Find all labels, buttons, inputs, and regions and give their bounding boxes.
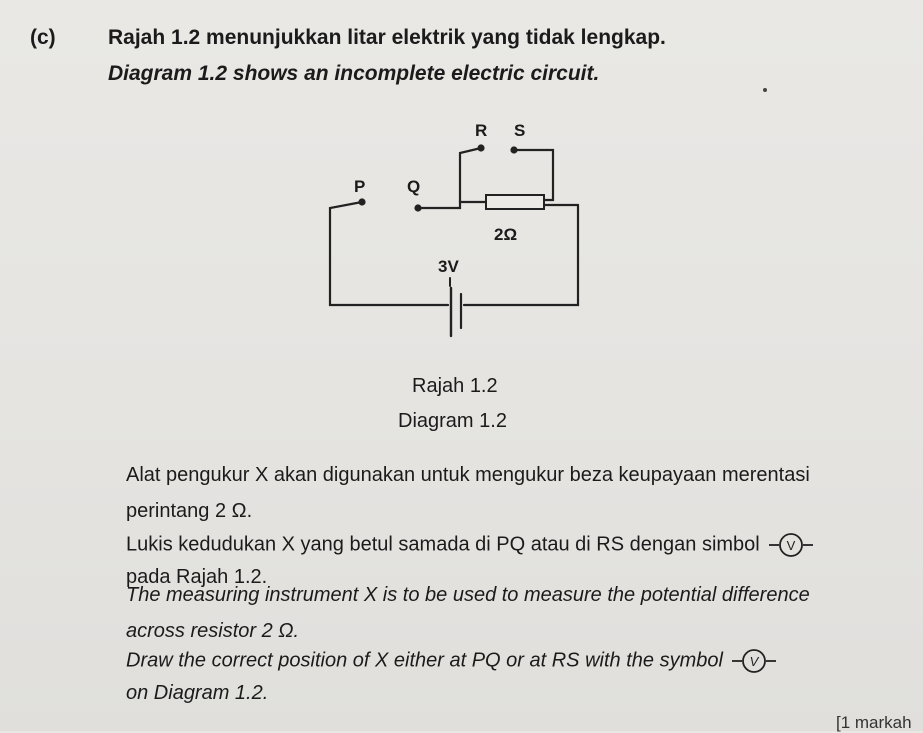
- terminal-r-dot: [477, 144, 484, 151]
- instruction-en-line-4: on Diagram 1.2.: [126, 682, 269, 704]
- label-resistance: 2Ω: [494, 225, 518, 244]
- question-label: (c): [30, 26, 56, 49]
- terminal-s-dot: [510, 146, 517, 153]
- wire-s-branch: [514, 150, 553, 200]
- terminal-p-dot: [358, 198, 365, 205]
- label-s: S: [514, 121, 526, 140]
- title-malay: Rajah 1.2 menunjukkan litar elektrik yang tidak lengkap.: [108, 26, 666, 49]
- instruction-en-line-3: [126, 648, 776, 674]
- terminal-q-dot: [414, 204, 421, 211]
- instruction-ms-line-3: [126, 532, 813, 558]
- voltmeter-symbol-icon: [732, 648, 776, 674]
- resistor-2-ohm: [486, 195, 544, 209]
- label-p: P: [354, 177, 366, 196]
- voltmeter-symbol-letter: V: [786, 538, 796, 553]
- wire-left: [330, 202, 448, 305]
- voltmeter-symbol-letter: V: [750, 654, 759, 669]
- battery-cell: [448, 278, 461, 336]
- circuit-diagram: [300, 110, 630, 350]
- marks-label: [1 markah: [836, 713, 912, 732]
- wire-r-branch: [460, 148, 481, 202]
- instruction-ms-line-1: Alat pengukur X akan digunakan untuk mengukur beza keupayaan merentasi: [126, 464, 810, 486]
- wire-q-resistor: [418, 202, 486, 208]
- voltmeter-symbol-icon: [769, 532, 813, 558]
- label-r: R: [475, 121, 488, 140]
- title-english: Diagram 1.2 shows an incomplete electric circuit.: [108, 62, 600, 85]
- stray-mark: [763, 88, 767, 92]
- instruction-en-line-2: across resistor 2 Ω.: [126, 620, 300, 642]
- wire-bottom-right: [464, 205, 578, 305]
- instruction-en-line-3-text: Draw the correct position of X either at PQ or at RS with the symbol: [126, 649, 723, 672]
- instruction-en-line-1: The measuring instrument X is to be used to measure the potential difference: [126, 584, 810, 606]
- instruction-ms-line-4: pada Rajah 1.2.: [126, 566, 268, 588]
- instruction-ms-line-2: perintang 2 Ω.: [126, 500, 253, 522]
- label-voltage: 3V: [438, 257, 459, 276]
- caption-malay: Rajah 1.2: [412, 375, 498, 397]
- label-q: Q: [407, 177, 421, 196]
- caption-english: Diagram 1.2: [398, 410, 507, 432]
- instruction-ms-line-3-text: Lukis kedudukan X yang betul samada di PQ atau di RS dengan simbol: [126, 533, 760, 556]
